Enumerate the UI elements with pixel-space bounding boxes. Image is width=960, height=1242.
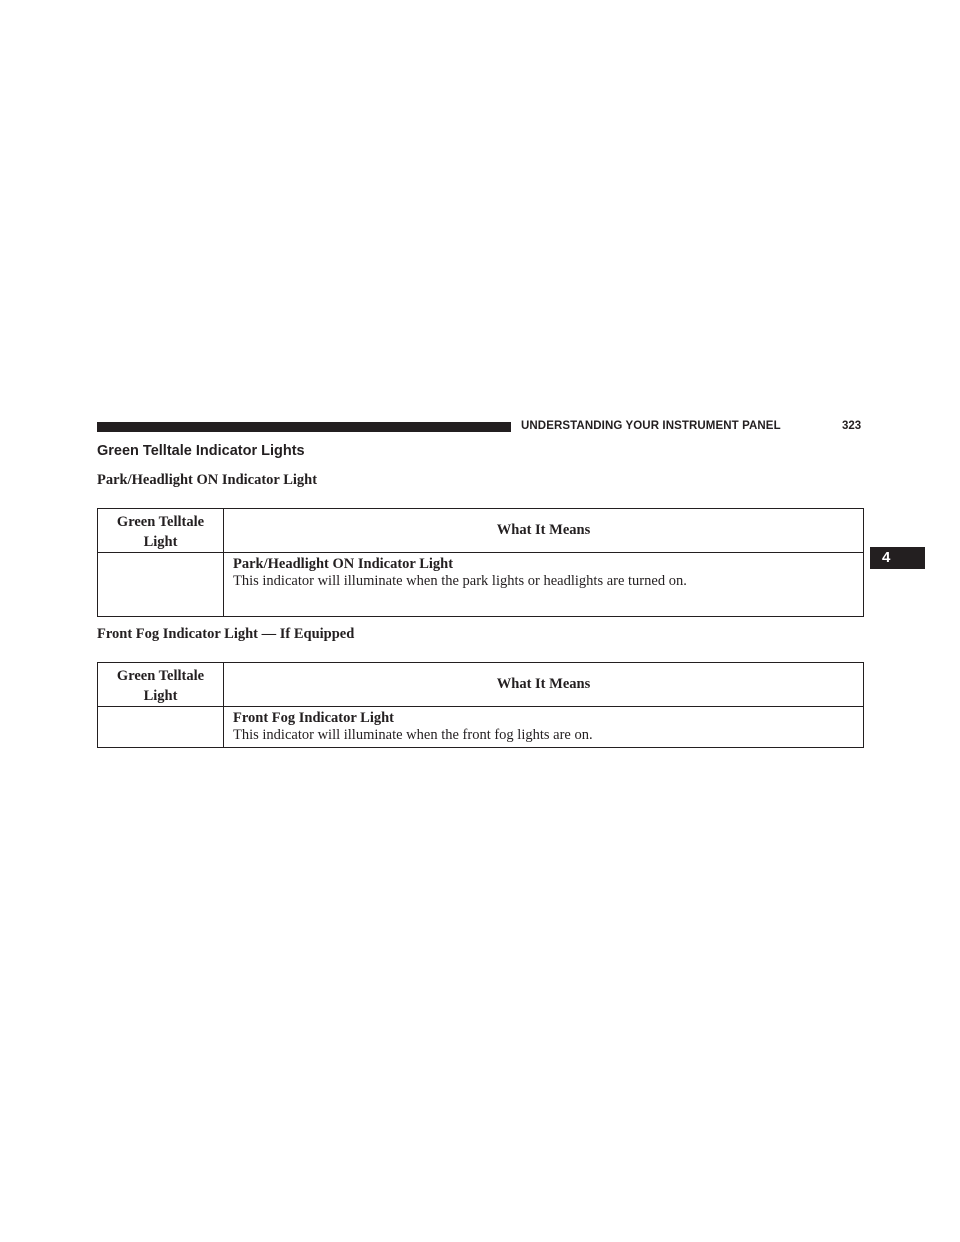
table-header-row [98,663,864,707]
telltale-table-park-headlight [97,508,864,617]
column-header-telltale-line1: Green Telltale [116,668,205,684]
running-header: UNDERSTANDING YOUR INSTRUMENT PANEL [521,420,781,432]
meaning-cell [224,553,864,617]
entry-title: Park/Headlight ON Indicator Light [233,556,454,572]
telltale-icon-cell [98,553,224,617]
chapter-tab: 4 [870,547,925,569]
section-title: Green Telltale Indicator Lights [97,443,305,459]
column-header-telltale-line2: Light [143,688,178,704]
column-header-telltale [98,663,224,707]
column-header-telltale-line2: Light [143,534,178,550]
telltale-table-front-fog [97,662,864,748]
column-header-meaning: What It Means [224,509,864,553]
meaning-cell [224,707,864,748]
column-header-telltale-line1: Green Telltale [116,514,205,530]
entry-title: Front Fog Indicator Light [233,710,394,726]
column-header-meaning: What It Means [224,663,864,707]
column-header-telltale [98,509,224,553]
header-rule [97,422,511,432]
table-row [98,553,864,617]
page-number: 323 [842,420,862,432]
entry-description: This indicator will illuminate when the park lights or headlights are turned on. [233,573,687,589]
subsection-heading-park-headlight: Park/Headlight ON Indicator Light [97,472,318,488]
table-row [98,707,864,748]
subsection-heading-front-fog: Front Fog Indicator Light — If Equipped [97,626,355,642]
entry-description: This indicator will illuminate when the front fog lights are on. [233,727,593,743]
table-header-row [98,509,864,553]
telltale-icon-cell [98,707,224,748]
